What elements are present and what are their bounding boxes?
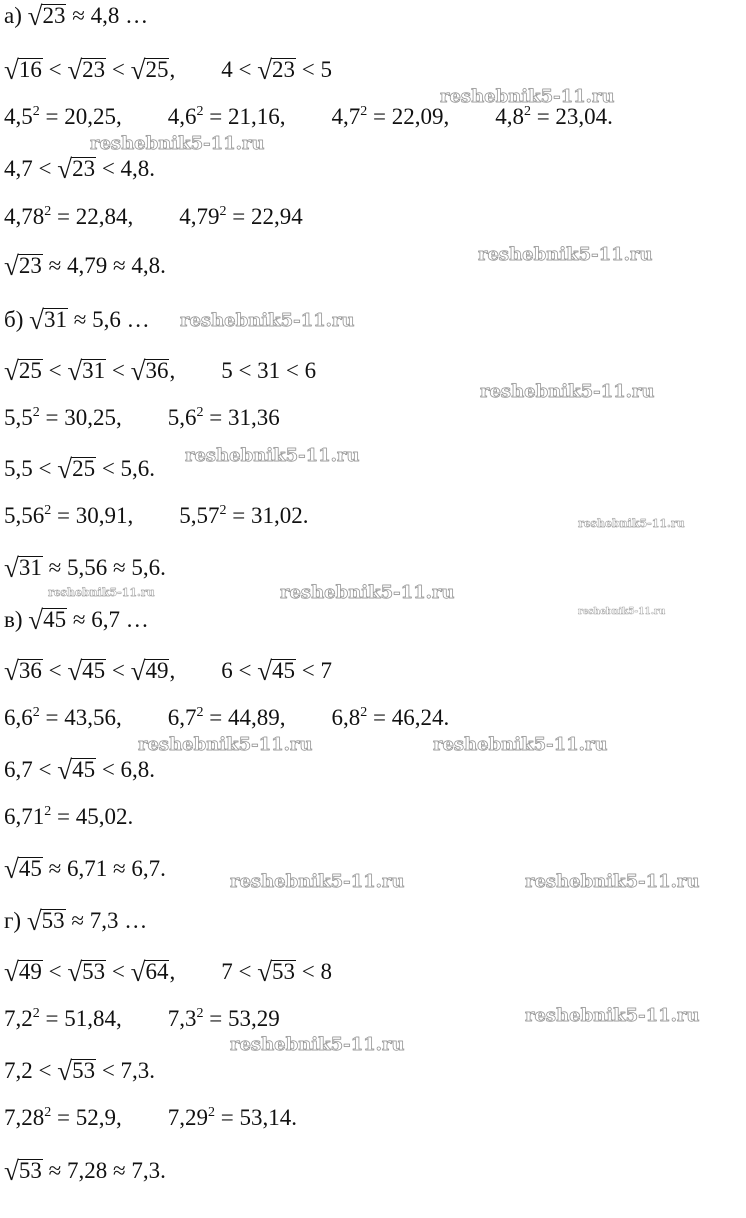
radical-sign-icon: √	[28, 605, 44, 635]
radical-sign-icon: √	[4, 1156, 19, 1186]
radical-sign-icon: √	[4, 957, 19, 987]
math-line	[4, 252, 166, 280]
radical-sign-icon: √	[57, 154, 73, 184]
radicand: 25	[72, 456, 96, 481]
radicand: 45	[82, 658, 106, 683]
math-text: ≈ 7,28 ≈ 7,3.	[42, 1158, 166, 1183]
radicand: 31	[18, 555, 42, 580]
radicand: 53	[18, 1158, 42, 1183]
math-text: ≈ 5,56 ≈ 5,6.	[42, 555, 166, 580]
math-text: <	[106, 358, 131, 383]
radical-sign-icon: √	[130, 656, 146, 686]
math-text: = 22,84, 4,79	[51, 204, 220, 229]
math-text: = 23,04.	[530, 104, 613, 129]
square-root	[4, 357, 43, 385]
math-line	[4, 357, 316, 385]
math-text: = 51,84, 7,3	[39, 1006, 197, 1031]
math-line	[4, 1005, 280, 1033]
math-text: ≈ 6,7 …	[67, 607, 149, 632]
math-text: = 46,24.	[367, 705, 450, 730]
radicand: 45	[272, 658, 296, 683]
math-text: <	[42, 57, 68, 82]
math-text: ≈ 5,6 …	[67, 307, 150, 332]
math-line	[4, 1057, 155, 1085]
square-root	[67, 56, 106, 84]
exponent: 2	[219, 204, 227, 219]
radicand: 64	[145, 959, 169, 984]
radicand: 25	[145, 57, 169, 82]
exponent: 2	[360, 104, 368, 119]
math-line	[4, 958, 332, 986]
math-text: 5,5	[4, 405, 33, 430]
math-text: < 4,8.	[96, 156, 156, 181]
math-text: = 45,02.	[51, 804, 134, 829]
radical-sign-icon: √	[4, 553, 19, 583]
math-line	[4, 103, 613, 131]
math-text: 4,78	[4, 204, 45, 229]
radicand: 23	[72, 156, 96, 181]
radicand: 45	[43, 607, 67, 632]
radical-sign-icon: √	[57, 454, 73, 484]
math-text: ≈ 4,79 ≈ 4,8.	[42, 253, 166, 278]
square-root	[29, 306, 68, 334]
exponent: 2	[196, 705, 204, 720]
math-text: < 7,3.	[96, 1058, 156, 1083]
exponent: 2	[44, 503, 52, 518]
watermark: reshebnik5-11.ru	[433, 734, 608, 755]
exponent: 2	[196, 104, 204, 119]
math-text: = 21,16, 4,7	[203, 104, 361, 129]
radical-sign-icon: √	[130, 356, 146, 386]
exponent: 2	[219, 503, 227, 518]
math-line	[4, 306, 150, 334]
math-text: ≈ 6,71 ≈ 6,7.	[42, 856, 166, 881]
watermark: reshebnik5-11.ru	[578, 607, 666, 617]
math-text: = 53,29	[203, 1006, 280, 1031]
radical-sign-icon: √	[57, 1056, 73, 1086]
math-line	[4, 1157, 166, 1185]
square-root	[67, 958, 106, 986]
math-text: <	[42, 959, 68, 984]
math-text: , 7 <	[169, 959, 258, 984]
math-line	[4, 1104, 297, 1132]
math-text: = 30,25, 5,6	[39, 405, 197, 430]
radical-sign-icon: √	[130, 55, 146, 85]
radicand: 23	[82, 57, 106, 82]
math-text: 6,7 <	[4, 757, 58, 782]
math-text: < 7	[296, 658, 332, 683]
math-text: = 44,89, 6,8	[203, 705, 361, 730]
watermark: reshebnik5-11.ru	[480, 381, 655, 402]
square-root	[131, 357, 170, 385]
exponent: 2	[32, 104, 40, 119]
radicand: 23	[18, 253, 42, 278]
math-text: <	[42, 658, 68, 683]
exponent: 2	[523, 104, 531, 119]
math-text: в)	[4, 607, 29, 632]
math-text: 7,2	[4, 1006, 33, 1031]
radicand: 49	[18, 959, 42, 984]
math-text: <	[106, 959, 131, 984]
radicand: 25	[18, 358, 42, 383]
math-line	[4, 657, 332, 685]
square-root	[57, 155, 96, 183]
exponent: 2	[196, 1006, 204, 1021]
radicand: 53	[272, 959, 296, 984]
square-root	[4, 554, 43, 582]
radicand: 53	[82, 959, 106, 984]
square-root	[131, 958, 170, 986]
math-line	[4, 907, 147, 935]
math-text: = 31,36	[203, 405, 280, 430]
exponent: 2	[44, 804, 52, 819]
exponent: 2	[32, 1006, 40, 1021]
math-line	[4, 203, 303, 231]
math-text: = 31,02.	[226, 503, 309, 528]
math-line	[4, 803, 133, 831]
math-text: <	[106, 57, 131, 82]
square-root	[257, 56, 296, 84]
radical-sign-icon: √	[4, 251, 19, 281]
watermark: reshebnik5-11.ru	[525, 1005, 700, 1026]
watermark: reshebnik5-11.ru	[230, 871, 405, 892]
math-text: ≈ 7,3 …	[65, 908, 148, 933]
math-text: < 6,8.	[96, 757, 156, 782]
math-text: а)	[4, 3, 28, 28]
radical-sign-icon: √	[67, 656, 83, 686]
radicand: 31	[43, 307, 67, 332]
math-line	[4, 704, 449, 732]
exponent: 2	[207, 1105, 215, 1120]
math-line	[4, 404, 280, 432]
radical-sign-icon: √	[57, 755, 73, 785]
square-root	[4, 252, 43, 280]
radicand: 23	[42, 3, 66, 28]
exponent: 2	[196, 405, 204, 420]
math-text: < 8	[296, 959, 332, 984]
math-text: = 53,14.	[214, 1105, 297, 1130]
watermark: reshebnik5-11.ru	[280, 582, 455, 603]
square-root	[4, 855, 43, 883]
math-text: 4,5	[4, 104, 33, 129]
math-line	[4, 554, 166, 582]
math-text: ≈ 4,8 …	[66, 3, 149, 28]
math-line	[4, 606, 149, 634]
math-line	[4, 2, 148, 30]
radical-sign-icon: √	[29, 305, 44, 335]
math-text: = 22,09, 4,8	[367, 104, 524, 129]
square-root	[67, 357, 106, 385]
watermark: reshebnik5-11.ru	[90, 133, 265, 154]
math-text: , 6 <	[169, 658, 258, 683]
exponent: 2	[32, 705, 40, 720]
square-root	[57, 455, 96, 483]
watermark: reshebnik5-11.ru	[578, 517, 685, 530]
math-text: , 4 <	[169, 57, 258, 82]
math-text: < 5	[296, 57, 332, 82]
math-text: = 43,56, 6,7	[39, 705, 197, 730]
math-line	[4, 502, 308, 530]
radical-sign-icon: √	[67, 957, 83, 987]
radicand: 36	[145, 358, 169, 383]
radical-sign-icon: √	[257, 55, 273, 85]
math-text: 5,56	[4, 503, 45, 528]
math-text: <	[42, 358, 68, 383]
square-root	[4, 657, 43, 685]
radical-sign-icon: √	[67, 55, 83, 85]
exponent: 2	[44, 1105, 52, 1120]
radical-sign-icon: √	[27, 1, 43, 31]
math-text: 7,28	[4, 1105, 45, 1130]
exponent: 2	[360, 705, 368, 720]
radicand: 16	[18, 57, 42, 82]
square-root	[28, 606, 67, 634]
watermark: reshebnik5-11.ru	[230, 1034, 405, 1055]
math-text: 6,71	[4, 804, 45, 829]
math-text: г)	[4, 908, 27, 933]
exponent: 2	[44, 204, 52, 219]
square-root	[4, 56, 43, 84]
square-root	[257, 958, 296, 986]
watermark: reshebnik5-11.ru	[185, 445, 360, 466]
math-text: <	[106, 658, 131, 683]
radical-sign-icon: √	[257, 957, 273, 987]
radical-sign-icon: √	[4, 656, 19, 686]
radicand: 49	[145, 658, 169, 683]
math-text: 4,7 <	[4, 156, 58, 181]
square-root	[257, 657, 296, 685]
exponent: 2	[32, 405, 40, 420]
watermark: reshebnik5-11.ru	[180, 310, 355, 331]
math-line	[4, 756, 155, 784]
math-text: 5,5 <	[4, 456, 58, 481]
math-text: 6,6	[4, 705, 33, 730]
radical-sign-icon: √	[4, 356, 19, 386]
radicand: 45	[18, 856, 42, 881]
math-text: < 5,6.	[96, 456, 156, 481]
square-root	[131, 56, 170, 84]
radicand: 23	[272, 57, 296, 82]
math-text: = 30,91, 5,57	[51, 503, 220, 528]
radical-sign-icon: √	[26, 906, 42, 936]
radical-sign-icon: √	[257, 656, 273, 686]
watermark: reshebnik5-11.ru	[138, 734, 313, 755]
square-root	[57, 1057, 96, 1085]
radical-sign-icon: √	[4, 55, 19, 85]
math-text: = 52,9, 7,29	[51, 1105, 208, 1130]
radicand: 53	[41, 908, 65, 933]
square-root	[4, 1157, 43, 1185]
math-line	[4, 155, 155, 183]
square-root	[67, 657, 106, 685]
radicand: 31	[82, 358, 106, 383]
math-text: б)	[4, 307, 30, 332]
watermark: reshebnik5-11.ru	[440, 86, 615, 107]
square-root	[27, 907, 66, 935]
watermark: reshebnik5-11.ru	[478, 244, 653, 265]
square-root	[4, 958, 43, 986]
radicand: 36	[18, 658, 42, 683]
math-text: = 20,25, 4,6	[39, 104, 197, 129]
watermark: reshebnik5-11.ru	[525, 871, 700, 892]
radical-sign-icon: √	[67, 356, 83, 386]
watermark: reshebnik5-11.ru	[48, 586, 155, 599]
radicand: 45	[72, 757, 96, 782]
radical-sign-icon: √	[130, 957, 146, 987]
math-line	[4, 855, 166, 883]
math-text: 7,2 <	[4, 1058, 58, 1083]
radicand: 53	[72, 1058, 96, 1083]
square-root	[57, 756, 96, 784]
radical-sign-icon: √	[4, 854, 19, 884]
square-root	[28, 2, 67, 30]
math-line	[4, 455, 155, 483]
math-text: = 22,94	[226, 204, 303, 229]
math-line	[4, 56, 332, 84]
math-text: , 5 < 31 < 6	[169, 358, 317, 383]
square-root	[131, 657, 170, 685]
